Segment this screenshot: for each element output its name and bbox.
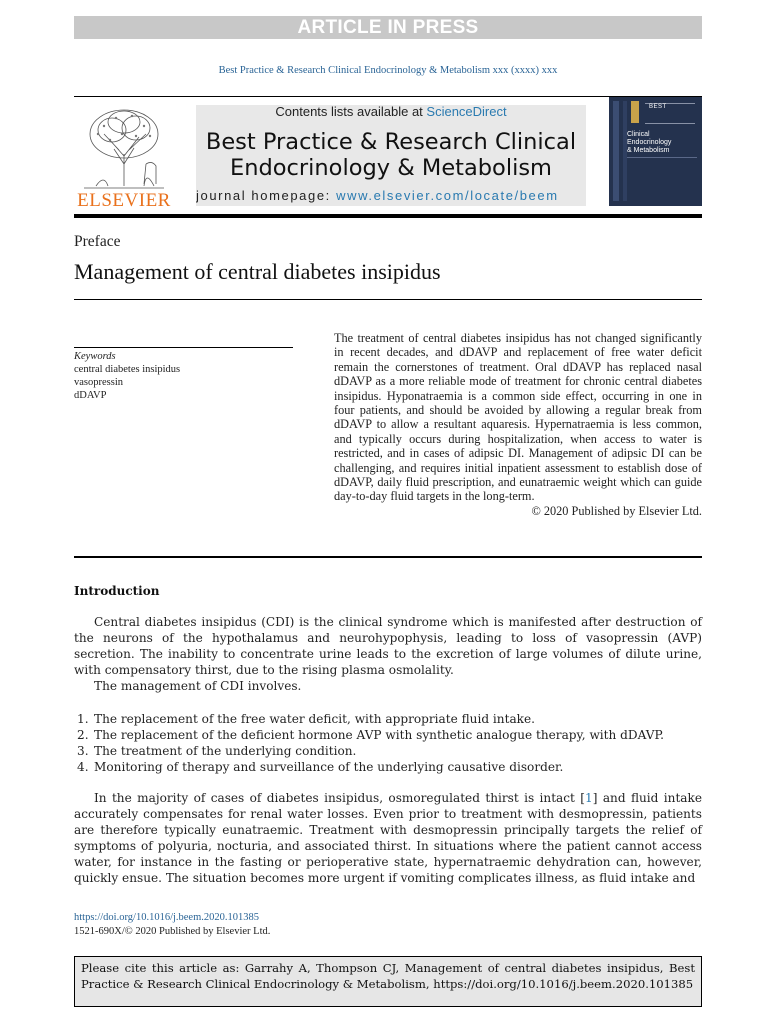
abstract	[334, 331, 702, 518]
article-in-press-banner: ARTICLE IN PRESS	[74, 16, 702, 39]
paragraph-text: ] and fluid intake accurately compensates for renal water losses. Even prior to treatment with desmopressin, patients are therefore typically eunatraemic. Treatment with desmopressin principally targets the relief of symptoms of polyuria, nocturia, and associated thirst. In situations where the patient cannot access water, for instance in the fasting or perioperative state, hypernatraemic dehydration can, however, quickly ensue. The situation becomes more urgent if vomiting complicates illness, as fluid intake and	[74, 791, 703, 885]
contents-prefix: Contents lists available at	[275, 104, 427, 119]
issn-copyright: 1521-690X/© 2020 Published by Elsevier Ltd.	[74, 926, 271, 937]
contents-line	[196, 104, 586, 119]
journal-reference-link[interactable]: Best Practice & Research Clinical Endocrinology & Metabolism xxx (xxxx) xxx	[218, 65, 558, 76]
list-item	[74, 759, 702, 775]
abstract-copyright: © 2020 Published by Elsevier Ltd.	[531, 503, 702, 518]
article-title: Management of central diabetes insipidus	[74, 259, 441, 284]
abstract-divider	[74, 556, 702, 558]
keyword-item: dDAVP	[74, 390, 107, 401]
journal-title	[196, 129, 586, 181]
masthead-divider	[74, 214, 702, 218]
list-number: 3.	[77, 744, 89, 758]
citation-box: Please cite this article as: Garrahy A, Thompson CJ, Management of central diabetes insipidus, Best Practice & Research Clinical Endocrinology & Metabolism, https://doi.org/10.1016/j.beem.2020.101385	[74, 956, 702, 1007]
list-text: The replacement of the free water deficit, with appropriate fluid intake.	[94, 712, 535, 726]
keyword-item: vasopressin	[74, 377, 123, 388]
keywords-divider	[74, 347, 293, 348]
list-number: 2.	[77, 728, 89, 742]
sciencedirect-link[interactable]: ScienceDirect	[426, 104, 507, 119]
list-text: Monitoring of therapy and surveillance of the underlying causative disorder.	[94, 760, 564, 774]
header-divider	[74, 96, 702, 97]
cover-line1: Clinical	[627, 131, 650, 138]
cover-best-label: BEST	[649, 104, 667, 110]
list-text: The treatment of the underlying condition.	[94, 744, 357, 758]
homepage-prefix: journal homepage:	[196, 188, 337, 203]
cover-title	[627, 131, 671, 155]
abstract-text: The treatment of central diabetes insipidus has not changed significantly in recent decades, and dDAVP and replacement of free water deficit remain the cornerstones of treatment. Oral dDAVP has replaced nasal dDAVP as a more reliable mode of treatment for chronic central diabetes insipidus. Hyponatraemia is a common side effect, occurring in one in four patients, and should be avoided by allowing a regular break from dDAVP to allow a resultant aquaresis. Hypernatraemia is less common, and typically occurs during hospitalization, when access to water is restricted, and in cases of adipsic DI. Management of adipsic DI can be challenging, and requires initial inpatient assessment to establish dose of dDAVP, daily fluid prescription, and eunatraemic weight which can guide day-to-day fluid targets in the long-term.	[334, 331, 702, 504]
body-paragraph: The management of CDI involves.	[94, 679, 302, 693]
journal-title-line1: Best Practice & Research Clinical	[205, 129, 577, 155]
journal-cover-thumbnail[interactable]	[609, 97, 702, 206]
homepage-link[interactable]: www.elsevier.com/locate/beem	[336, 188, 559, 203]
doi-link[interactable]: https://doi.org/10.1016/j.beem.2020.101385	[74, 912, 260, 923]
list-text: The replacement of the deficient hormone AVP with synthetic analogue therapy, with dDAVP.	[94, 728, 664, 742]
list-number: 4.	[77, 760, 89, 774]
cover-line2: Endocrinology	[627, 139, 672, 146]
keywords-block	[74, 350, 180, 402]
title-divider	[74, 299, 702, 300]
journal-homepage	[196, 188, 586, 206]
management-list	[74, 711, 702, 775]
list-item	[74, 743, 702, 759]
list-item	[74, 727, 702, 743]
body-paragraph: Central diabetes insipidus (CDI) is the clinical syndrome which is manifested after destruction of the neurons of the hypothalamus and neurohypophysis, leading to loss of vasopressin (AVP) secretion. The inability to concentrate urine leads to the excretion of large volumes of dilute urine, with compensatory thirst, due to the rising plasma osmolality.	[74, 615, 702, 677]
body-paragraph	[74, 791, 702, 886]
elsevier-wordmark: ELSEVIER	[77, 190, 171, 211]
keyword-item: central diabetes insipidus	[74, 364, 181, 375]
list-number: 1.	[77, 712, 89, 726]
cover-line3: & Metabolism	[627, 147, 670, 154]
reference-link[interactable]: 1	[585, 791, 593, 805]
paragraph-text: In the majority of cases of diabetes insipidus, osmoregulated thirst is intact [	[94, 791, 586, 805]
section-heading-introduction: Introduction	[74, 584, 160, 598]
article-type: Preface	[74, 233, 121, 250]
journal-title-line2: Endocrinology & Metabolism	[230, 155, 552, 181]
keywords-heading: Keywords	[74, 351, 116, 362]
list-item	[74, 711, 702, 727]
